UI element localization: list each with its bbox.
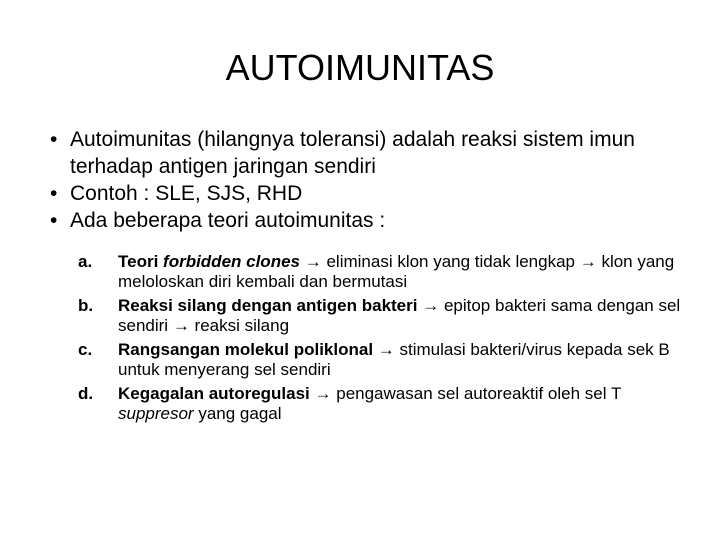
theory-text: epitop bakteri sama dengan sel sendiri	[118, 296, 681, 335]
bullet-item	[50, 126, 690, 180]
theory-text: eliminasi klon yang tidak lengkap	[321, 252, 580, 271]
bullet-text: Contoh : SLE, SJS, RHD	[70, 182, 303, 205]
theory-label: Rangsangan molekul poliklonal	[118, 340, 374, 359]
theory-marker: b.	[78, 296, 94, 315]
theory-item	[78, 340, 690, 379]
theory-item	[78, 384, 690, 423]
arrow-right-icon: →	[314, 384, 332, 403]
bullet-dot-icon: •	[50, 128, 58, 151]
theory-marker: a.	[78, 252, 93, 271]
slide-title: AUTOIMUNITAS	[225, 47, 495, 88]
theory-text: reaksi silang	[189, 315, 290, 335]
bullet-dot-icon: •	[50, 182, 58, 205]
theory-label: Teori forbidden clones	[118, 252, 300, 271]
arrow-right-icon: →	[579, 252, 597, 271]
bullet-item	[50, 207, 690, 234]
arrow-right-icon: →	[422, 296, 440, 315]
theory-text: klon yang meloloskan diri kembali dan bermutasi	[118, 252, 675, 291]
theory-item	[78, 296, 690, 335]
arrow-right-icon: →	[172, 315, 190, 335]
arrow-right-icon: →	[304, 252, 322, 271]
bullet-text: Ada beberapa teori autoimunitas :	[70, 209, 386, 232]
theory-text-italic: suppresor	[118, 403, 194, 423]
theory-text: pengawasan sel autoreaktif oleh sel T	[331, 384, 622, 403]
theory-label: Reaksi silang dengan antigen bakteri	[118, 296, 418, 315]
arrow-right-icon: →	[377, 340, 395, 359]
theory-marker: d.	[78, 384, 94, 403]
bullet-item	[50, 180, 690, 207]
theory-label: Kegagalan autoregulasi	[118, 384, 310, 403]
theory-marker: c.	[78, 340, 93, 359]
theory-text: yang gagal	[193, 403, 282, 423]
theory-text: stimulasi bakteri/virus kepada sek B untuk menyerang sel sendiri	[118, 340, 670, 379]
bullet-list	[50, 126, 690, 234]
bullet-text: Autoimunitas (hilangnya toleransi) adalah reaksi sistem imun terhadap antigen jaringan sendiri	[70, 128, 635, 178]
theory-list	[78, 252, 690, 428]
bullet-dot-icon: •	[50, 209, 58, 232]
theory-item	[78, 252, 690, 291]
